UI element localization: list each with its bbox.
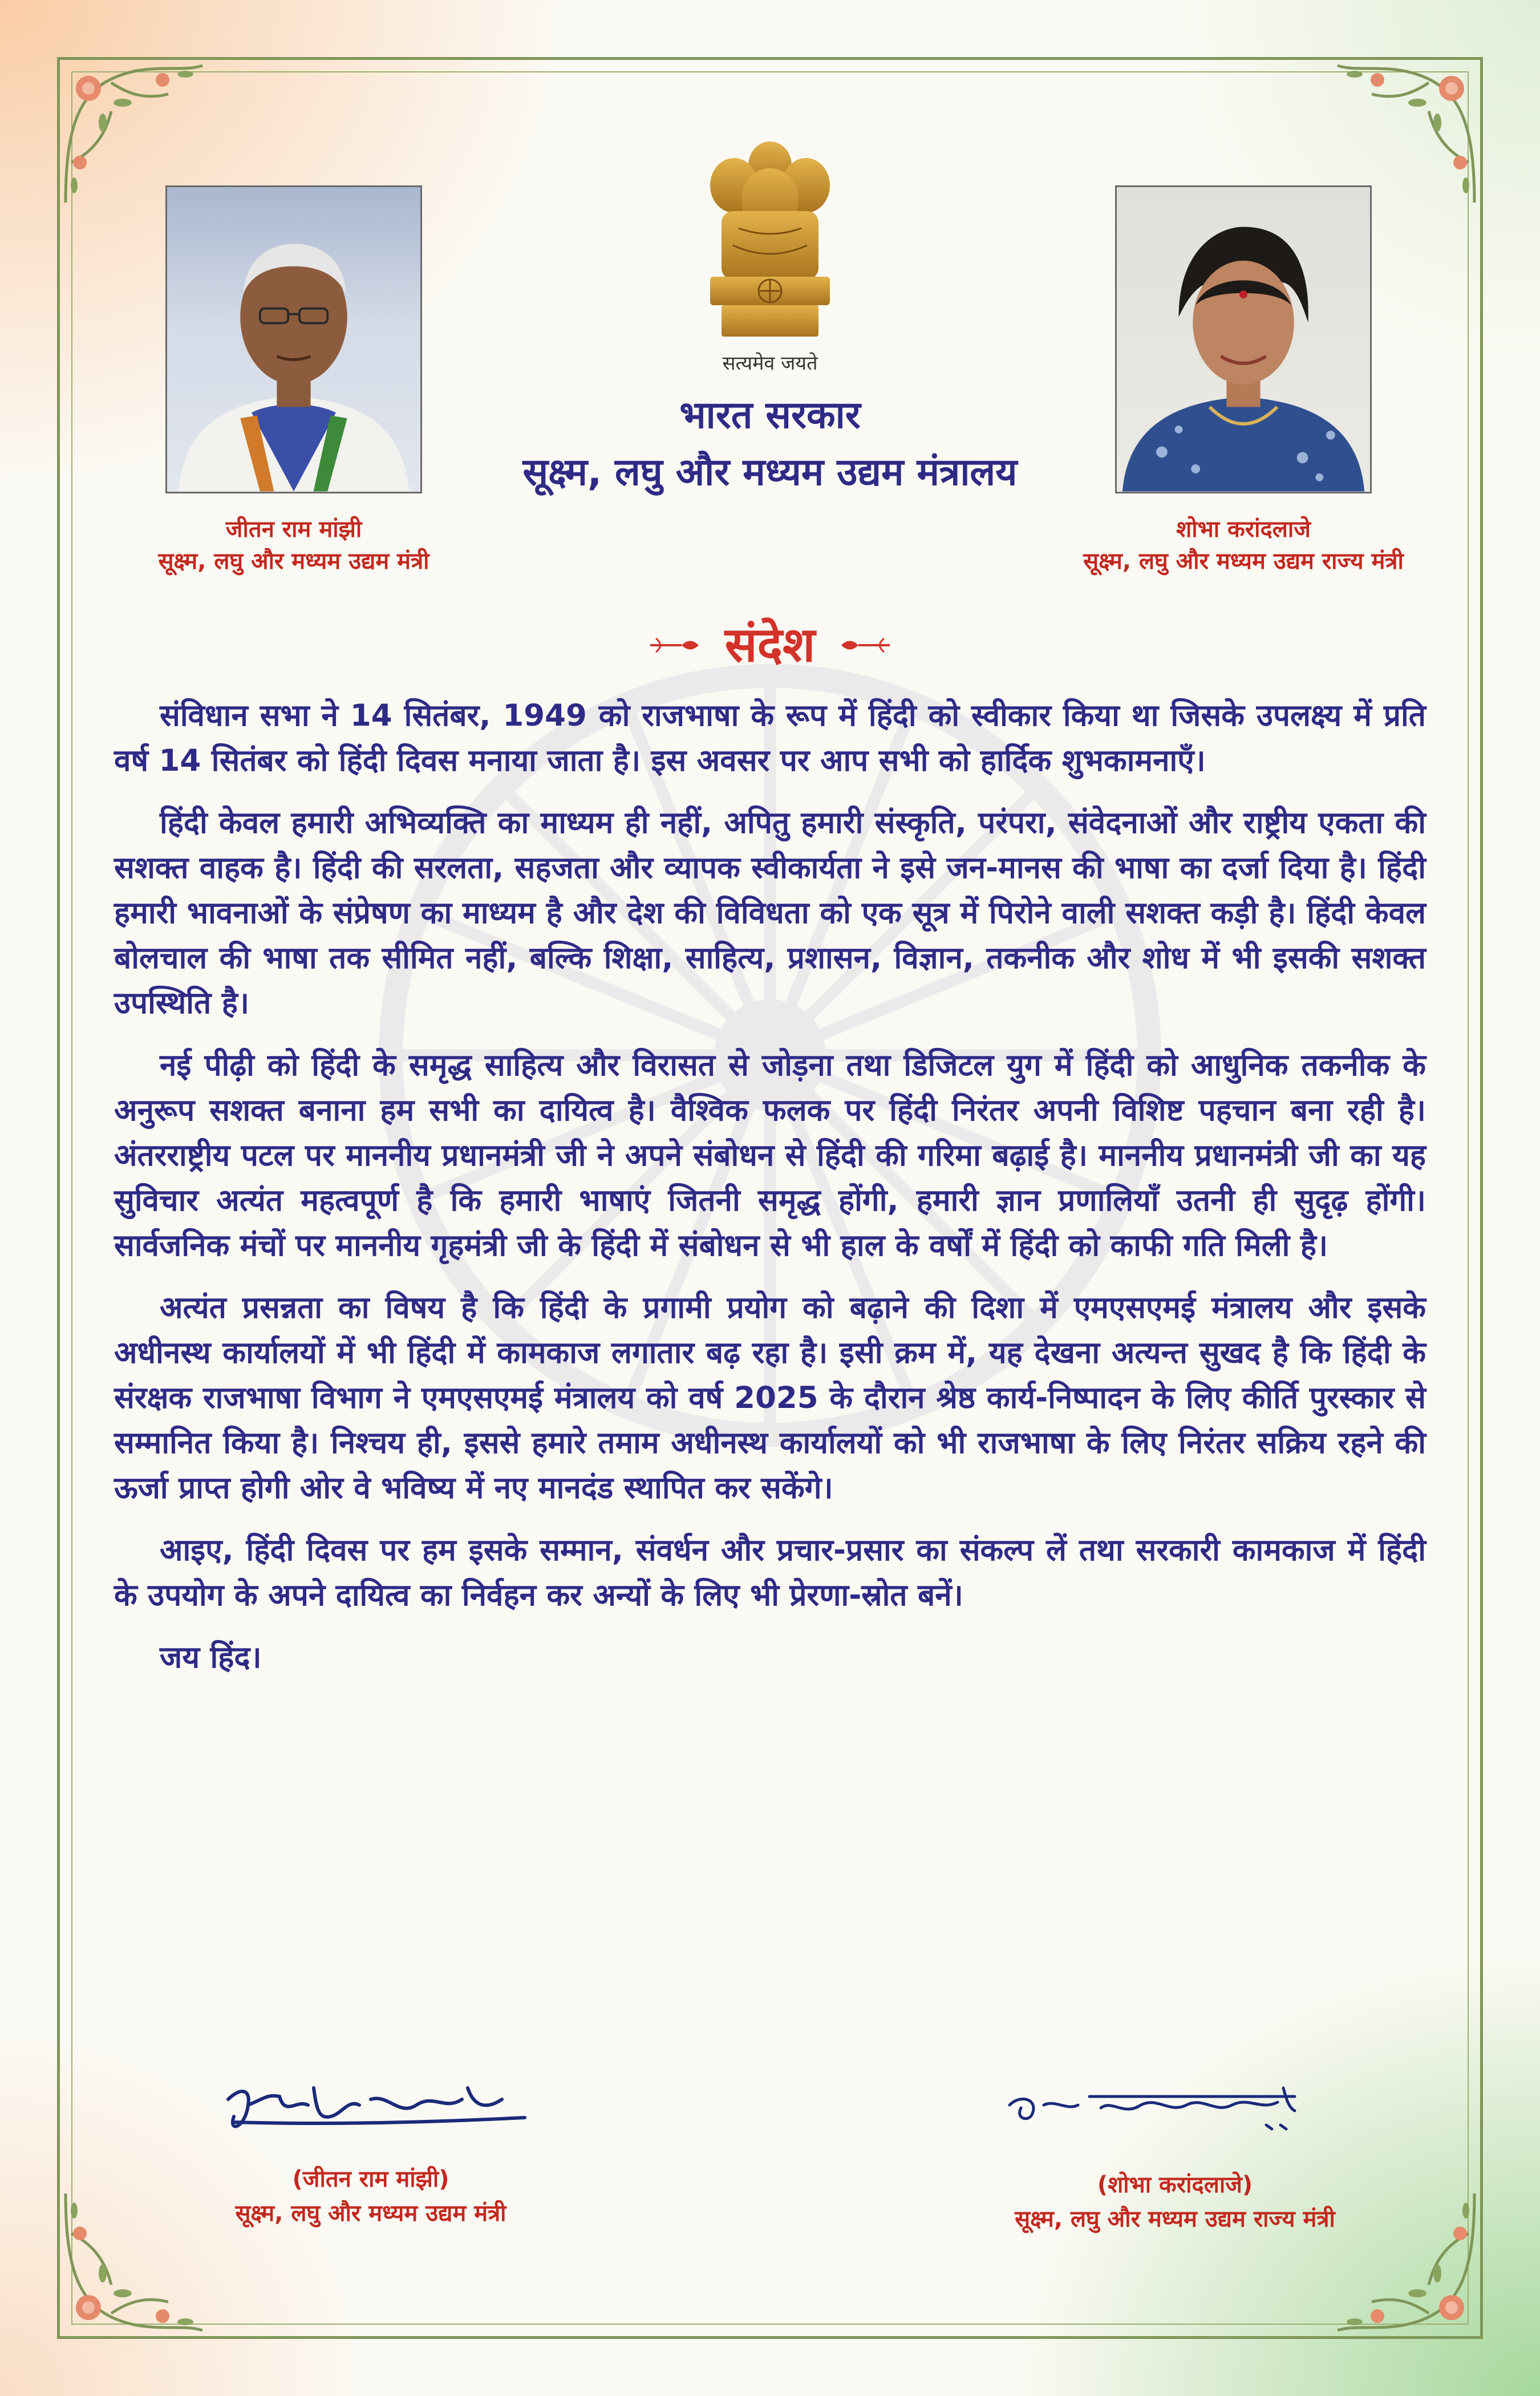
right-person-caption [1010, 513, 1477, 577]
left-person-name: जीतन राम मांझी [225, 516, 362, 543]
closing-line: जय हिंद। [160, 1640, 262, 1675]
message-paragraph: हिंदी केवल हमारी अभिव्यक्ति का माध्यम ही नहीं, अपितु हमारी संस्कृति, परंपरा, संवेदनाओं और राष्ट्रीय एकता की सशक्त वाहक है। हिंदी की सरलता, सहजता और व्यापक स्वीकार्यता ने इसे जन-मानस की भाषा का दर्जा दिया है। हिंदी हमारी भावनाओं के संप्रेषण का माध्यम है और देश की विविधता को एक सूत्र में पिरोने वाली सशक्त कड़ी है। हिंदी केवल बोलचाल की भाषा तक सीमित नहीं, बल्कि शिक्षा, साहित्य, प्रशासन, विज्ञान, तकनीक और शोध में भी इसकी सशक्त उपस्थिति है। [114, 806, 1426, 1021]
message-heading [599, 613, 941, 676]
right-handwritten-signature [998, 2065, 1318, 2145]
message-paragraph: आइए, हिंदी दिवस पर हम इसके सम्मान, संवर्धन और प्रचार-प्रसार का संकल्प लें तथा सरकारी कामकाज में हिंदी के उपयोग के अपने दायित्व का निर्वहन कर अन्यों के लिए भी प्रेरणा-स्रोत बनें। [114, 1533, 1426, 1613]
right-person-name: शोभा करांदलाजे [1176, 516, 1311, 543]
right-signature-block [890, 2168, 1460, 2236]
right-person-photo [1115, 185, 1372, 493]
left-person-photo [165, 185, 422, 493]
heading-ornament-icon [647, 634, 702, 657]
government-title: भारत सरकार [679, 393, 861, 437]
right-signature-designation: सूक्ष्म, लघु और मध्यम उद्यम राज्य मंत्री [1015, 2206, 1335, 2232]
message-paragraph: अत्यंत प्रसन्नता का विषय है कि हिंदी के प्रगामी प्रयोग को बढ़ाने की दिशा में एमएसएमई मंत्रालय और इसके अधीनस्थ कार्यालयों में भी हिंदी में कामकाज लगातार बढ़ रहा है। इसी क्रम में, यह देखना अत्यन्त सुखद है कि हिंदी के संरक्षक राजभाषा विभाग ने एमएसएमई मंत्रालय को वर्ष 2025 के दौरान श्रेष्ठ कार्य-निष्पादन के लिए कीर्ति पुरस्कार से सम्मानित किया है। निश्चय ही, इससे हमारे तमाम अधीनस्थ कार्यालयों को भी राजभाषा के लिए निरंतर सक्रिय रहने की ऊर्जा प्राप्त होगी ओर वे भविष्य में नए मानदंड स्थापित कर सकेंगे। [114, 1290, 1426, 1505]
left-signature-designation: सूक्ष्म, लघु और मध्यम उद्यम मंत्री [235, 2200, 506, 2227]
right-person-designation: सूक्ष्म, लघु और मध्यम उद्यम राज्य मंत्री [1083, 548, 1404, 574]
person-portrait-icon [1117, 187, 1370, 492]
national-emblem-icon [699, 131, 841, 348]
left-person-caption [86, 513, 502, 577]
left-handwritten-signature [217, 2065, 536, 2145]
message-heading-text: संदेश [724, 617, 816, 673]
left-signature-name: (जीतन राम मांझी) [292, 2166, 449, 2192]
heading-ornament-icon [838, 634, 893, 657]
ministry-title: सूक्ष्म, लघु और मध्यम उद्यम मंत्रालय [522, 450, 1018, 494]
left-signature-block [114, 2162, 627, 2231]
emblem-motto: सत्यमेव जयते [722, 352, 818, 375]
message-body [114, 693, 1426, 1697]
message-paragraph: नई पीढ़ी को हिंदी के समृद्ध साहित्य और विरासत से जोड़ना तथा डिजिटल युग में हिंदी को आधुनिक तकनीक के अनुरूप सशक्त बनाना हम सभी का दायित्व है। वैश्विक फलक पर हिंदी निरंतर अपनी विशिष्ट पहचान बना रही है। अंतरराष्ट्रीय पटल पर माननीय प्रधानमंत्री जी ने अपने संबोधन से हिंदी की गरिमा बढ़ाई है। माननीय प्रधानमंत्री जी का यह सुविचार अत्यंत महत्वपूर्ण है कि हमारी भाषाएं जितनी समृद्ध होंगी, हमारी ज्ञान प्रणालियाँ उतनी ही सुदृढ़ होंगी। सार्वजनिक मंचों पर माननीय गृहमंत्री जी के हिंदी में संबोधन से भी हाल के वर्षों में हिंदी को काफी गति मिली है। [114, 1048, 1426, 1263]
left-person-designation: सूक्ष्म, लघु और मध्यम उद्यम मंत्री [158, 548, 429, 574]
right-signature-name: (शोभा करांदलाजे) [1097, 2172, 1253, 2198]
person-portrait-icon [167, 187, 420, 492]
message-paragraph: संविधान सभा ने 14 सितंबर, 1949 को राजभाषा के रूप में हिंदी को स्वीकार किया था जिसके उपलक्ष्य में प्रति वर्ष 14 सितंबर को हिंदी दिवस मनाया जाता है। इस अवसर पर आप सभी को हार्दिक शुभकामनाएँ। [114, 698, 1426, 778]
